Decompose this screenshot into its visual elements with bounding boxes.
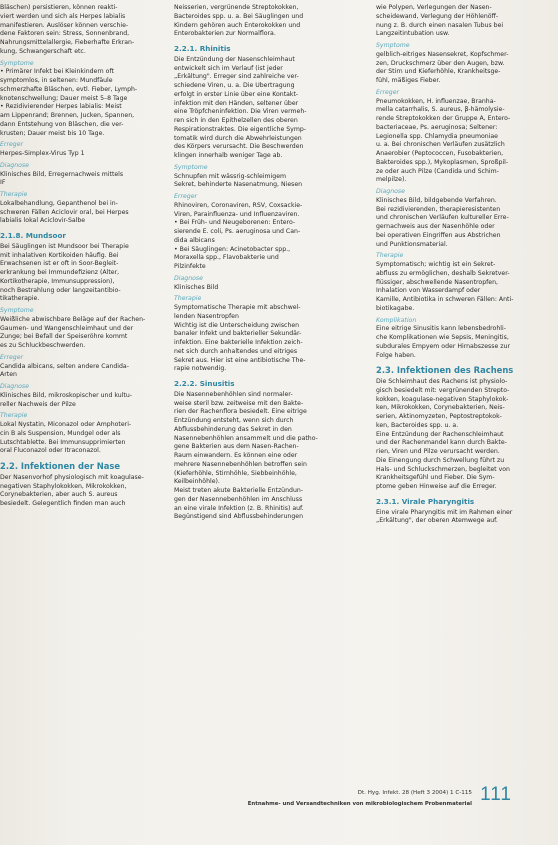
field-label: Erreger <box>0 353 24 361</box>
text-line: eine Tröpfcheninfektion. Die Viren vermeh- <box>174 108 307 116</box>
text-line: scheidewand, Verlegung der Höhlenöff- <box>376 12 499 20</box>
text-line: subdurales Empyem oder Hirnabszesse zur <box>376 342 510 350</box>
text-line: Enterobakterien zur Normalflora. <box>174 30 276 38</box>
field-label: Erreger <box>376 88 400 96</box>
text-line: reller Nachweis der Pilze <box>0 400 76 408</box>
text-line: Bei rezidivierenden, therapieresistenten <box>376 205 501 213</box>
text-line: banaler Infekt und bakterieller Sekundär- <box>174 330 302 338</box>
text-line: Kamille, Antibiotika in schweren Fällen: Anti- <box>376 296 514 303</box>
text-line: Weißliche abwischbare Beläge auf der Rachen- <box>0 315 146 323</box>
text-line: Herpes-Simplex-Virus Typ 1 <box>0 150 85 157</box>
text-line: es zu Schluckbeschwerden. <box>0 342 86 349</box>
text-line: zen, Druckschmerz über den Augen, bzw. <box>376 59 505 67</box>
text-line: gelblich-eitriges Nasensekret, Kopfschmer- <box>376 50 509 58</box>
text-line: „Erkältung". Erreger sind zahlreiche ver- <box>174 73 299 81</box>
text-line: entwickelt sich im Verlauf (ist jeder <box>174 64 283 72</box>
text-line: weise steril bzw. zeitweise mit den Bakte- <box>174 399 304 407</box>
text-line: ken, Bacteroides spp. u. a. <box>376 421 459 429</box>
text-line: Eine eitrige Sinusitis kann lebensbedrohli- <box>376 325 506 333</box>
text-line: labialis lokal Aciclovir-Salbe <box>0 217 86 225</box>
text-line: Sekret aus. Hier ist eine antibiotische The- <box>174 356 306 364</box>
field-label: Symptome <box>0 307 34 314</box>
text-line: melpilze). <box>376 176 407 184</box>
text-line: an eine virale Infektion (z. B. Rhinitis) auf. <box>174 504 304 512</box>
field-label: Therapie <box>0 191 28 198</box>
field-label: Symptome <box>0 59 34 67</box>
text-line: Wichtig ist die Unterscheidung zwischen <box>174 321 300 329</box>
text-line: kung, Schwangerschaft etc. <box>0 47 86 55</box>
text-line: rapie notwendig. <box>174 365 227 373</box>
text-column-middle <box>174 4 344 522</box>
subsection-heading: 2.2.2. Sinusitis <box>174 380 235 388</box>
subsection-heading: 2.1.8. Mundsoor <box>0 232 66 240</box>
text-line: tomatik wird durch die Abwehrleistungen <box>174 134 302 142</box>
text-line: • Rezidivierender Herpes labialis: Meist <box>0 103 122 111</box>
text-line: Nahrungsmittelallergie, Fieberhafte Erkran- <box>0 39 135 46</box>
field-label: Diagnose <box>376 188 405 195</box>
text-line: u. a. Bei chronischen Verläufen zusätzlich <box>376 141 505 149</box>
text-line: Erwachsenen ist er oft in Soor-Begleit- <box>0 260 119 268</box>
text-line: serien, Aktinomyzeten, Peptostreptokok- <box>376 413 502 420</box>
text-line: oral Fluconazol oder Itraconazol. <box>0 447 101 455</box>
text-line: rende Streptokokken der Gruppe A, Entero- <box>376 115 511 122</box>
text-line: Langzeitintubation usw. <box>376 30 450 38</box>
text-line: rien der Rachenflora besiedelt. Eine eitrige <box>174 408 307 416</box>
field-label: Symptome <box>376 42 410 49</box>
text-line: Neisserien, vergrünende Streptokokken, <box>174 4 299 11</box>
text-column-left <box>0 4 163 509</box>
text-line: der Stirn und Kieferhöhle, Krankheitsge- <box>376 68 501 76</box>
text-line: und chronischen Verläufen kultureller Erre- <box>376 214 509 222</box>
field-label: Erreger <box>174 193 198 200</box>
text-line: und der Rachenmandel kann durch Bakte- <box>376 439 507 447</box>
text-line: biotikagabe. <box>376 304 415 312</box>
text-line: klingen innerhalb weniger Tage ab. <box>174 152 283 159</box>
text-line: cin B als Suspension, Mundgel oder als <box>0 429 121 437</box>
text-line: Klinisches Bild, Erregernachweis mittels <box>0 170 124 178</box>
text-line: gene Bakterien aus dem Nasen-Rachen- <box>174 443 299 451</box>
text-line: des Körpers verursacht. Die Beschwerden <box>174 143 304 151</box>
text-line: (Kieferhöhle, Stirnhöhle, Siebbeinhöhle, <box>174 469 297 477</box>
text-line: Raum einwandern. Es können eine oder <box>174 452 298 459</box>
text-line: Respirationstraktes. Die eigentliche Symp- <box>174 125 307 133</box>
field-label: Therapie <box>174 295 202 303</box>
text-line: Symptomatische Therapie mit abschwel- <box>174 304 301 311</box>
text-line: schmerzhafte Bläschen, evtl. Fieber, Lymph- <box>0 85 138 93</box>
text-line: kokken, koagulase-negativen Staphylokok- <box>376 395 509 403</box>
text-line: ren sich in den Epithelzellen des oberen <box>174 117 298 124</box>
text-line: Gaumen- und Wangenschleimhaut und der <box>0 324 134 332</box>
text-line: net sich durch anhaltendes und eitriges <box>174 347 298 355</box>
text-line: Entzündung entsteht, wenn sich durch <box>174 417 294 424</box>
text-line: Rhinoviren, Coronaviren, RSV, Coxsackie- <box>174 201 303 209</box>
text-line: • Bei Säuglingen: Acinetobacter spp., <box>174 245 291 253</box>
journal-citation: Dt. Hyg. Infekt. 28 (Heft 3 2004) 1 C-115 <box>357 790 472 796</box>
text-line: gen der Nasennebenhöhlen im Anschluss <box>174 495 303 503</box>
text-line: Viren, Parainfluenza- und Influenzaviren. <box>174 210 300 218</box>
text-line: am Lippenrand; Brennen, Jucken, Spannen, <box>0 112 135 119</box>
text-line: bei operativen Eingriffen aus Abstrichen <box>376 231 501 239</box>
text-line: bacteriaceae, Ps. aeruginosa; Seltener: <box>376 123 498 131</box>
text-line: infektion. Eine bakterielle Infektion zeich- <box>174 339 303 346</box>
text-line: Lokal Nystatin, Miconazol oder Amphoteri- <box>0 421 132 428</box>
text-line: Krankheitsgefühl und Fieber. Die Sym- <box>376 474 495 482</box>
text-line: ptome geben Hinweise auf die Erreger. <box>376 483 497 490</box>
text-line: abfluss zu ermöglichen, deshalb Sekretver- <box>376 269 510 277</box>
field-label: Diagnose <box>0 161 29 169</box>
text-line: Begünstigend sind Abflussbehinderungen <box>174 513 304 521</box>
text-line: Die Entzündung der Nasenschleimhaut <box>174 55 295 63</box>
text-line: gernachweis aus der Nasenhöhle oder <box>376 223 495 230</box>
field-label: Therapie <box>0 412 28 420</box>
field-label: Diagnose <box>0 383 29 390</box>
text-line: Die Einengung durch Schwellung führt zu <box>376 456 505 464</box>
text-line: Moraxella spp., Flavobakterie und <box>174 254 279 262</box>
text-line: erfolgt in erster Linie über eine Kontakt- <box>174 90 299 98</box>
text-line: Schnupfen mit wässrig-schleimigem <box>174 172 287 180</box>
text-line: Folge haben. <box>376 351 416 359</box>
text-line: fühl, mäßiges Fieber. <box>376 77 441 84</box>
text-line: Symptomatisch; wichtig ist ein Sekret- <box>376 261 496 268</box>
text-line: dida albicans <box>174 236 215 244</box>
text-line: schiedene Viren, u. a. Die Übertragung <box>174 82 295 89</box>
text-line: Candida albicans, selten andere Candida- <box>0 362 129 370</box>
text-line: mehrere Nasennebenhöhlen betroffen sein <box>174 460 307 468</box>
section-heading: 2.3. Infektionen des Rachens <box>376 366 514 375</box>
text-line: Bakteroides spp.), Mykoplasmen, Sproßpil- <box>376 158 509 166</box>
subsection-heading: 2.2.1. Rhinitis <box>174 45 231 53</box>
text-line: Pneumokokken, H. influenzae, Branha- <box>376 97 496 105</box>
text-line: „Erkältung", der oberen Atemwege auf. <box>376 517 498 525</box>
subsection-heading: 2.3.1. Virale Pharyngitis <box>376 497 475 506</box>
text-line: negativen Staphylokokken, Mikrokokken, <box>0 482 127 490</box>
text-line: Kindern gehören auch Enterokokken und <box>174 21 301 29</box>
text-line: Zunge; bei Befall der Speiseröhre kommt <box>0 333 128 341</box>
text-line: Klinisches Bild <box>174 283 219 291</box>
field-label: Therapie <box>376 252 404 260</box>
text-line: Inhalation von Wasserdampf oder <box>376 287 481 295</box>
text-line: ze oder auch Pilze (Candida und Schim- <box>376 167 499 175</box>
text-line: Meist treten akute Bakterielle Entzündun- <box>174 487 304 494</box>
text-line: Pilzinfekte <box>174 263 206 270</box>
text-column-right <box>376 4 544 526</box>
field-label: Symptome <box>174 163 208 171</box>
section-heading: 2.2. Infektionen der Nase <box>0 462 121 471</box>
text-line: Lutschtablette. Bei Immunsupprimierten <box>0 438 126 446</box>
text-line: noch Bestrahlung oder langzeitantibio- <box>0 286 121 294</box>
text-line: krusten; Dauer meist bis 10 Tage. <box>0 129 105 137</box>
text-line: Corynebakterien, aber auch S. aureus <box>0 491 118 499</box>
text-line: flüssiger, abschwellende Nasentropfen, <box>376 278 498 286</box>
text-line: IF <box>0 179 6 187</box>
text-line: symptomlos, in seltenen: Mundfäule <box>0 77 113 84</box>
text-line: nung z. B. durch einen nasalen Tubus bei <box>376 21 504 29</box>
text-line: Lokalbehandlung, Gepanthenol bei in- <box>0 199 118 207</box>
text-line: Eine virale Pharyngitis mit im Rahmen einer <box>376 508 513 516</box>
text-line: und Punktionsmaterial. <box>376 240 448 248</box>
text-line: Hals- und Schluckschmerzen, begleitet von <box>376 465 510 473</box>
page-number: 111 <box>480 784 512 805</box>
text-line: Klinisches Bild, mikroskopischer und kultu- <box>0 391 132 399</box>
text-line: Arten <box>0 371 17 379</box>
text-line: Nasennebenhöhlen ansammelt und die patho- <box>174 434 318 442</box>
text-line: lenden Nasentropfen <box>174 312 239 320</box>
text-line: Die Schleimhaut des Rachens ist physiolo- <box>376 378 508 385</box>
text-line: • Primärer Infekt bei Kleinkindern oft <box>0 68 114 76</box>
field-label: Komplikation <box>376 316 417 324</box>
text-line: Keilbeinhöhle). <box>174 478 220 486</box>
text-line: Bacteroides spp. u. a. Bei Säuglingen und <box>174 12 304 20</box>
text-line: mella catarrhalis, S. aureus, β-hämolysie- <box>376 106 505 114</box>
text-line: Anaerobier (Peptococcen, Fusobakterien, <box>376 150 504 157</box>
text-line: tikatherapie. <box>0 295 40 303</box>
text-line: Die Nasennebenhöhlen sind normaler- <box>174 390 293 398</box>
text-line: che Komplikationen wie Sepsis, Meningitis, <box>376 334 509 341</box>
text-line: rien, Viren und Pilze verursacht werden. <box>376 448 500 455</box>
text-line: erkrankung bei Immundefizienz (Alter, <box>0 269 120 276</box>
text-line: sierende E. coli, Ps. aeruginosa und Can- <box>174 228 301 235</box>
text-line: dann Entstehung von Bläschen, die ver- <box>0 120 124 128</box>
running-footer-title: Entnahme- und Versandtechniken von mikrobiologischem Probenmaterial <box>247 801 472 807</box>
text-line: besiedelt. Gelegentlich finden man auch <box>0 500 126 507</box>
text-line: wie Polypen, Verlegungen der Nasen- <box>376 4 492 11</box>
text-line: Bei Säuglingen ist Mundsoor bei Therapie <box>0 242 129 250</box>
text-line: infektion mit den Händen, seltener über <box>174 99 299 107</box>
text-line: Abflussbehinderung das Sekret in den <box>174 425 292 433</box>
text-line: mit inhalativen Kortikoiden häufig. Bei <box>0 251 119 259</box>
text-line: manifestieren. Auslöser können verschie- <box>0 21 129 29</box>
text-line: gisch besiedelt mit: vergrünenden Strepto- <box>376 386 510 394</box>
text-line: ken, Mikrokokken, Corynebakterien, Neis- <box>376 404 505 412</box>
text-line: Eine Entzündung der Rachenschleimhaut <box>376 430 504 438</box>
text-line: schweren Fällen Aciclovir oral, bei Herpes <box>0 208 129 216</box>
text-line: • Bei Früh- und Neugeborenen: Entero- <box>174 219 296 227</box>
text-line: Legionella spp. Chlamydia pneumoniae <box>376 132 498 140</box>
text-line: dene Faktoren sein: Stress, Sonnenbrand, <box>0 30 130 38</box>
text-line: Der Nasenvorhof physiologisch mit koagulase- <box>0 473 144 481</box>
text-line: knotenschwellung; Dauer meist 5–8 Tage <box>0 94 128 102</box>
field-label: Diagnose <box>174 274 203 282</box>
text-line: viert werden und sich als Herpes labialis <box>0 12 126 20</box>
text-line: Sekret, behinderte Nasenatmung, Niesen <box>174 181 303 189</box>
text-line: Klinisches Bild, bildgebende Verfahren. <box>376 196 497 204</box>
text-line: Kortikotherapie, Immunsuppression), <box>0 277 115 285</box>
field-label: Erreger <box>0 141 24 149</box>
text-line: Bläschen) persistieren, können reakti- <box>0 4 118 11</box>
